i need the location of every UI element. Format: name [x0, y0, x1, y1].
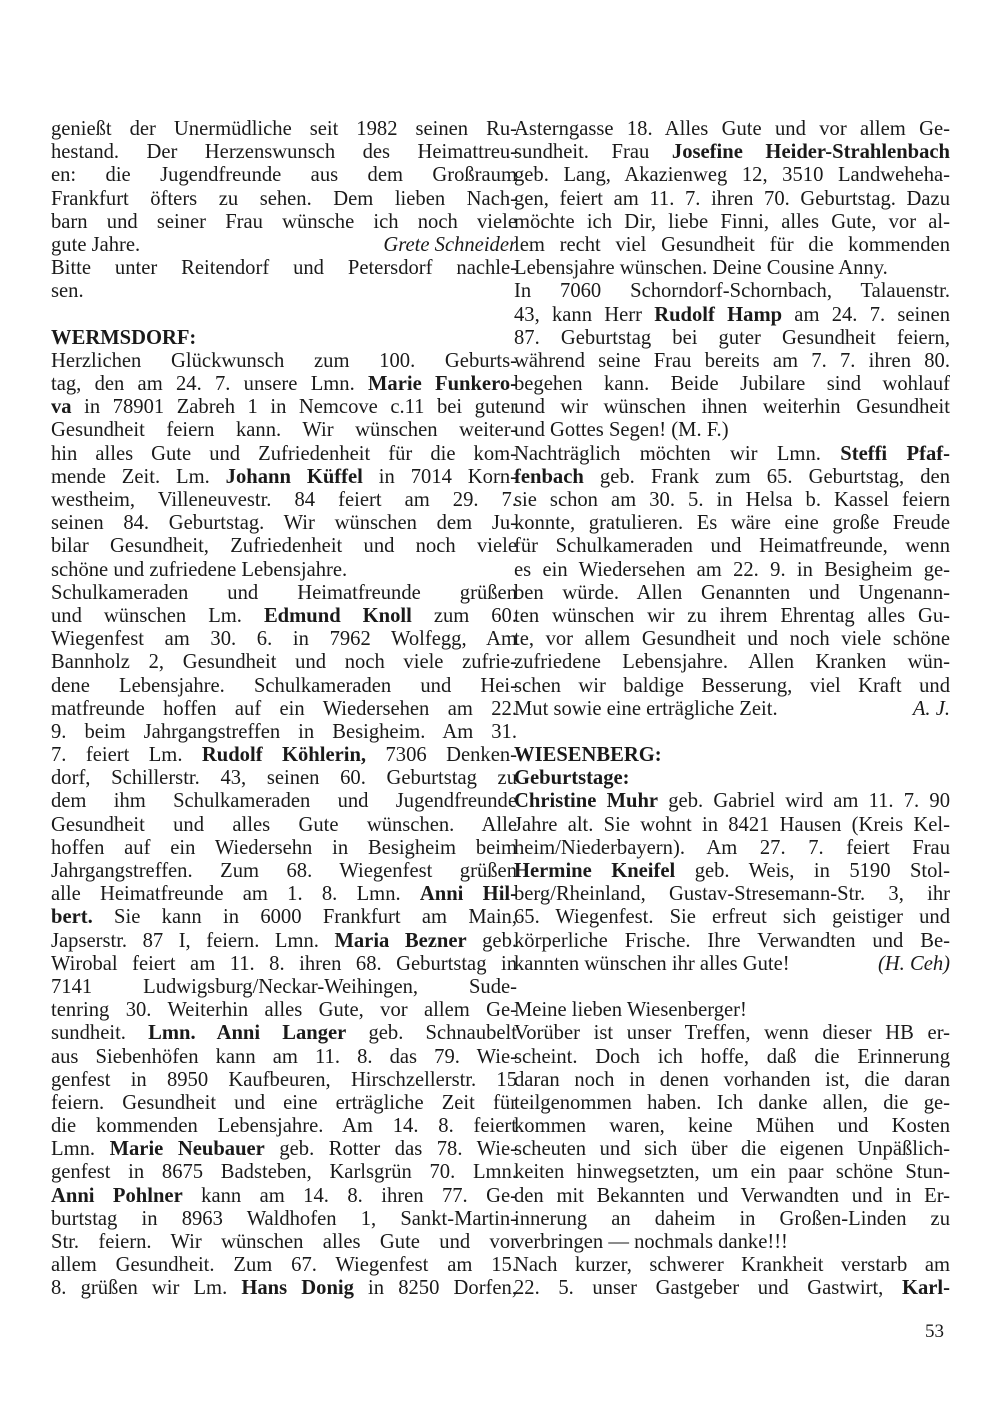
bold-name: Maria Bezner: [334, 929, 467, 952]
text-run: berg/Rheinland, Gustav-Stresemann-Str. 3, ihr: [514, 883, 950, 906]
text-run: begehen kann. Beide Jubilare sind wohlauf: [514, 373, 950, 396]
text-line: [514, 257, 950, 280]
text-run: scheint. Doch ich hoffe, daß die Erinnerung: [514, 1045, 950, 1068]
text-line: [514, 419, 950, 442]
text-run: teilgenommen haben. Ich danke allen, die ge-: [514, 1091, 950, 1114]
text-run: Mut sowie eine erträgliche Zeit.: [514, 697, 778, 720]
text-run: Bannholz 2, Gesundheit und noch viele zufrie-: [51, 651, 517, 674]
text-run: lem recht viel Gesundheit für die kommenden: [514, 233, 950, 256]
text-run: geb. Lang, Akazienweg 12, 3510 Landweheha-: [514, 164, 950, 187]
text-run: zufriedene Lebensjahre. Allen Kranken wün-: [514, 651, 950, 674]
text-line: [514, 164, 950, 187]
text-line: [51, 466, 517, 489]
text-line: [514, 350, 950, 373]
text-line: [51, 443, 517, 466]
text-line: [514, 744, 950, 767]
text-run: 7306 Denken-: [366, 744, 517, 767]
bold-name: Lmn. Anni Langer: [148, 1022, 347, 1045]
text-line: [51, 698, 517, 721]
text-line: [51, 1046, 517, 1069]
line-text: [514, 953, 790, 976]
text-run: und wünschen Lm.: [51, 604, 264, 627]
text-run: Sie kann in 6000 Frankfurt am Main,: [92, 906, 517, 929]
text-run: schen wir baldige Besserung, viel Kraft und: [514, 674, 950, 697]
text-run: es ein Wiedersehen am 22. 9. in Besigheim ge-: [514, 558, 950, 581]
section-heading: Geburtstage:: [514, 767, 630, 790]
text-run: geb. Schnaubelt: [346, 1022, 517, 1045]
text-line: [51, 211, 517, 234]
text-run: Gesundheit und alles Gute wünschen. Alle: [51, 813, 517, 836]
text-run: dem ihm Schulkameraden und Jugendfreunde: [51, 790, 517, 813]
text-run: geb.: [466, 929, 518, 952]
text-line: [514, 327, 950, 350]
text-line: [51, 605, 517, 628]
text-line: [51, 419, 517, 442]
text-line: [514, 814, 950, 837]
text-line: [51, 1161, 517, 1184]
text-line: [51, 1115, 517, 1138]
text-line: [51, 930, 517, 953]
text-run: geb. Gabriel wird am 11. 7. 90: [658, 790, 950, 813]
text-line: [514, 651, 950, 674]
text-run: daran noch in denen vorhanden ist, die daran: [514, 1068, 950, 1091]
bold-name: fenbach: [514, 465, 584, 488]
text-line: [51, 535, 517, 558]
text-line: [514, 860, 950, 883]
text-line: [51, 234, 517, 257]
text-line: [51, 790, 517, 813]
text-run: und wir wünschen ihnen weiterhin Gesundheit: [514, 396, 950, 419]
text-line: [514, 790, 950, 813]
text-run: hoffen auf ein Wiedersehn in Besigheim beim: [51, 836, 517, 859]
text-run: kommen waren, keine Mühen und Kosten: [514, 1115, 950, 1138]
text-line: [514, 767, 950, 790]
text-line: [514, 1231, 950, 1254]
text-run: die kommenden Lebensjahre. Am 14. 8. feiert: [51, 1115, 517, 1138]
text-line: [51, 675, 517, 698]
text-line: [51, 1092, 517, 1115]
text-run: ten wünschen wir zu ihrem Ehrentag alles Gu-: [514, 604, 950, 627]
text-run: westheim, Villeneuvestr. 84 feiert am 29. 7.: [51, 489, 517, 511]
text-run: Lmn.: [51, 1138, 110, 1161]
author-signature: A. J.: [912, 697, 950, 720]
text-line: [51, 628, 517, 651]
text-line: [51, 559, 517, 582]
text-run: geb. Rotter das 78. Wie-: [264, 1138, 517, 1161]
text-run: in 7014 Korn-: [362, 465, 517, 488]
text-line: [514, 1046, 950, 1069]
bold-name: Johann Küffel: [225, 465, 363, 488]
text-line: [51, 164, 517, 187]
text-line: [51, 976, 517, 999]
text-run: Nach kurzer, schwerer Krankheit verstarb am: [514, 1254, 950, 1277]
text-line: [514, 512, 950, 535]
text-run: kann am 14. 8. ihren 77. Ge-: [182, 1184, 518, 1207]
text-run: te, vor allem Gesundheit und noch viele schöne: [514, 628, 950, 651]
text-run: Vorüber ist unser Treffen, wenn dieser HB er-: [514, 1022, 950, 1045]
text-line: [514, 535, 950, 558]
text-run: keiten hinwegsetzten, um ein paar schöne Stun-: [514, 1161, 950, 1184]
bold-name: Hans Donig: [241, 1277, 354, 1300]
text-line: [51, 141, 517, 164]
text-line: [51, 280, 517, 303]
text-run: dorf, Schillerstr. 43, seinen 60. Geburtstag zu: [51, 767, 517, 790]
text-line: [514, 999, 950, 1022]
text-run: Nachträglich möchten wir Lmn.: [514, 442, 841, 465]
bold-name: Anni Hil-: [419, 883, 517, 906]
text-run: Gesundheit feiern kann. Wir wünschen weiter-: [51, 419, 517, 442]
text-run: Wiegenfest am 30. 6. in 7962 Wolfegg, Am: [51, 628, 517, 651]
bold-name: Rudolf Köhlerin,: [201, 744, 367, 767]
text-line: [51, 721, 517, 744]
text-run: sundheit.: [51, 1022, 149, 1045]
text-run: Asterngasse 18. Alles Gute und vor allem Ge-: [514, 118, 950, 140]
text-run: Herzlichen Glückwunsch zum 100. Geburts-: [51, 349, 517, 372]
text-column-left: [51, 118, 517, 1301]
author-signature: (H. Ceh): [877, 952, 950, 975]
text-run: und Gottes Segen! (M. F.): [514, 419, 729, 442]
bold-name: Karl-: [901, 1277, 950, 1300]
text-line: [51, 1208, 517, 1231]
text-run: sie schon am 30. 5. in Helsa b. Kassel feiern: [514, 489, 950, 511]
text-line: [51, 883, 517, 906]
text-run: gute Jahre.: [51, 233, 141, 256]
text-run: in 8250 Dorfen,: [353, 1277, 517, 1300]
text-line: [51, 489, 517, 512]
text-run: zum 60.: [411, 604, 518, 627]
text-line: [51, 814, 517, 837]
text-run: genfest in 8675 Badsteben, Karlsgrün 70. Lmn.: [51, 1161, 517, 1184]
bold-name: Marie Funkero-: [368, 373, 517, 396]
text-line: [514, 837, 950, 860]
text-line: [514, 1022, 950, 1045]
text-run: mende Zeit. Lm.: [51, 465, 226, 488]
text-line: [51, 350, 517, 373]
text-line: [514, 188, 950, 211]
text-line: [51, 1185, 517, 1208]
text-line: [514, 883, 950, 906]
text-run: Meine lieben Wiesenberger!: [514, 999, 747, 1022]
bold-name: Christine Muhr: [514, 790, 659, 813]
text-run: gen, feiert am 11. 7. ihren 70. Geburtstag. Dazu: [514, 187, 950, 210]
text-line: [51, 1277, 517, 1300]
text-line: [514, 1161, 950, 1184]
bold-name: Hermine Kneifel: [514, 860, 676, 882]
bold-name: va: [51, 396, 72, 419]
text-line: [514, 559, 950, 582]
blank-line: [51, 304, 517, 327]
text-run: Wirobal feiert am 11. 8. ihren 68. Geburtstag in: [51, 952, 517, 975]
text-line: [514, 280, 950, 303]
text-run: Lebensjahre wünschen. Deine Cousine Anny.: [514, 257, 888, 280]
text-line: [51, 1022, 517, 1045]
text-run: am 24. 7. seinen: [782, 303, 950, 326]
text-line: [514, 489, 950, 512]
text-line: [51, 1138, 517, 1161]
text-line: [514, 628, 950, 651]
text-line: [514, 605, 950, 628]
author-signature: Grete Schneider: [383, 233, 517, 256]
text-line: [51, 860, 517, 883]
text-run: barn und seiner Frau wünsche ich noch viele: [51, 210, 517, 233]
text-run: bilar Gesundheit, Zufriedenheit und noch viele: [51, 535, 517, 558]
text-run: 22. 5. unser Gastgeber und Gastwirt,: [514, 1277, 902, 1300]
text-run: hin alles Gute und Zufriedenheit für die kom-: [51, 442, 517, 465]
text-line: [514, 953, 950, 976]
text-run: Str. feiern. Wir wünschen alles Gute und vor: [51, 1231, 517, 1253]
bold-name: Marie Neubauer: [109, 1138, 265, 1161]
text-line: [51, 188, 517, 211]
text-run: 43, kann Herr: [514, 303, 655, 326]
text-run: 87. Geburtstag bei guter Gesundheit feiern,: [514, 326, 950, 349]
text-run: scheuten und sich über die eigenen Unpäßlich-: [514, 1138, 950, 1161]
text-run: dene Lebensjahre. Schulkameraden und Hei-: [51, 674, 517, 697]
text-line: [514, 1185, 950, 1208]
text-line: [514, 443, 950, 466]
text-line: [514, 906, 950, 929]
text-run: hestand. Der Herzenswunsch des Heimattreu-: [51, 141, 517, 164]
text-run: 9. beim Jahrgangstreffen in Besigheim. Am 31.: [51, 720, 517, 743]
text-run: Frankfurt öfters zu sehen. Dem lieben Nach-: [51, 187, 517, 210]
text-run: Bitte unter Reitendorf und Petersdorf nachle-: [51, 257, 517, 280]
text-run: Schulkameraden und Heimatfreunde grüßen: [51, 581, 517, 604]
text-line: [514, 675, 950, 698]
text-line: [514, 1069, 950, 1092]
text-run: aus Siebenhöfen kann am 11. 8. das 79. Wie-: [51, 1045, 517, 1068]
text-run: für Schulkameraden und Heimatfreunde, wenn: [514, 535, 950, 558]
text-line: [514, 1208, 950, 1231]
text-line: [51, 327, 517, 350]
text-line: [51, 118, 517, 141]
text-line: [51, 512, 517, 535]
line-text: [51, 234, 140, 257]
text-line: [514, 373, 950, 396]
text-line: [514, 466, 950, 489]
text-line: [51, 767, 517, 790]
text-line: [514, 304, 950, 327]
text-line: [514, 1138, 950, 1161]
bold-name: Steffi Pfaf-: [840, 442, 950, 465]
text-run: matfreunde hoffen auf ein Wiedersehen am 22.: [51, 697, 517, 720]
bold-name: Rudolf Hamp: [654, 303, 783, 326]
text-run: tag, den am 24. 7. unsere Lmn.: [51, 373, 368, 396]
text-run: feiern. Gesundheit und eine erträgliche Zeit für: [51, 1091, 517, 1114]
text-line: [514, 1092, 950, 1115]
text-run: ben würde. Allen Genannten und Ungenann-: [514, 581, 950, 604]
text-run: en: die Jugendfreunde aus dem Großraum: [51, 164, 517, 187]
text-run: verbringen — nochmals danke!!!: [514, 1231, 788, 1253]
text-run: geb. Weis, in 5190 Stol-: [675, 860, 950, 882]
text-run: körperliche Frische. Ihre Verwandten und Be-: [514, 929, 950, 952]
text-run: burtstag in 8963 Waldhofen 1, Sankt-Martin-: [51, 1207, 517, 1230]
text-run: heim/Niederbayern). Am 27. 7. feiert Frau: [514, 836, 950, 859]
text-line: [514, 698, 950, 721]
text-line: [514, 1254, 950, 1277]
text-run: innerung an daheim in Großen-Linden zu: [514, 1207, 950, 1230]
text-run: genfest in 8950 Kaufbeuren, Hirschzellerstr. 15: [51, 1068, 517, 1091]
page-number: 53: [925, 1321, 944, 1342]
blank-line: [514, 721, 950, 744]
text-line: [51, 837, 517, 860]
bold-name: Anni Pohlner: [51, 1184, 183, 1207]
text-line: [51, 257, 517, 280]
text-line: [514, 930, 950, 953]
line-text: [514, 698, 778, 721]
text-run: sundheit. Frau: [514, 141, 672, 164]
bold-name: Josefine Heider-Strahlenbach: [671, 141, 951, 164]
text-line: [51, 744, 517, 767]
text-line: [51, 582, 517, 605]
text-run: kannten wünschen ihr alles Gute!: [514, 952, 790, 975]
text-line: [514, 396, 950, 419]
text-run: während seine Frau bereits am 7. 7. ihren 80.: [514, 349, 950, 372]
text-run: 7. feiert Lm.: [51, 744, 202, 767]
text-line: [514, 211, 950, 234]
bold-name: Edmund Knoll: [263, 604, 412, 627]
text-line: [51, 373, 517, 396]
section-heading: WIESENBERG:: [514, 744, 662, 767]
text-run: Japserstr. 87 I, feiern. Lmn.: [51, 929, 335, 952]
text-line: [51, 1254, 517, 1277]
text-line: [51, 999, 517, 1022]
text-line: [514, 1115, 950, 1138]
text-line: [51, 906, 517, 929]
text-run: geb. Frank zum 65. Geburtstag, den: [583, 465, 950, 488]
text-run: Jahrgangstreffen. Zum 68. Wiegenfest grüßen: [51, 860, 517, 882]
text-run: 8. grüßen wir Lm.: [51, 1277, 242, 1300]
text-line: [51, 953, 517, 976]
text-line: [514, 582, 950, 605]
text-line: [51, 1069, 517, 1092]
text-run: konnte, gratulieren. Es wäre eine große Freude: [514, 512, 950, 535]
text-run: schöne und zufriedene Lebensjahre.: [51, 558, 348, 581]
text-run: genießt der Unermüdliche seit 1982 seinen Ru-: [51, 118, 517, 140]
text-column-right: [514, 118, 950, 1301]
bold-name: bert.: [51, 906, 93, 929]
text-run: in 78901 Zabreh 1 in Nemcove c.11 bei guter: [71, 396, 517, 419]
text-run: tenring 30. Weiterhin alles Gute, vor allem Ge-: [51, 999, 517, 1022]
text-line: [514, 141, 950, 164]
text-run: seinen 84. Geburtstag. Wir wünschen dem Ju-: [51, 512, 517, 535]
text-line: [514, 1277, 950, 1300]
text-run: In 7060 Schorndorf-Schornbach, Talauenstr.: [514, 280, 950, 303]
text-line: [514, 234, 950, 257]
text-run: den mit Bekannten und Verwandten und in Er-: [514, 1184, 950, 1207]
blank-line: [514, 976, 950, 999]
text-line: [514, 118, 950, 141]
text-run: Jahre alt. Sie wohnt in 8421 Hausen (Kreis Kel-: [514, 813, 950, 836]
text-run: allem Gesundheit. Zum 67. Wiegenfest am 15.: [51, 1254, 517, 1277]
text-run: möchte ich Dir, liebe Finni, alles Gute, vor al-: [514, 210, 950, 233]
text-run: sen.: [51, 280, 84, 303]
section-heading: WERMSDORF:: [51, 326, 197, 349]
text-line: [51, 396, 517, 419]
text-line: [51, 1231, 517, 1254]
text-run: 7141 Ludwigsburg/Neckar-Weihingen, Sude-: [51, 975, 517, 998]
text-line: [51, 651, 517, 674]
text-run: 65. Wiegenfest. Sie erfreut sich geistiger und: [514, 906, 950, 929]
text-run: alle Heimatfreunde am 1. 8. Lmn.: [51, 883, 420, 906]
